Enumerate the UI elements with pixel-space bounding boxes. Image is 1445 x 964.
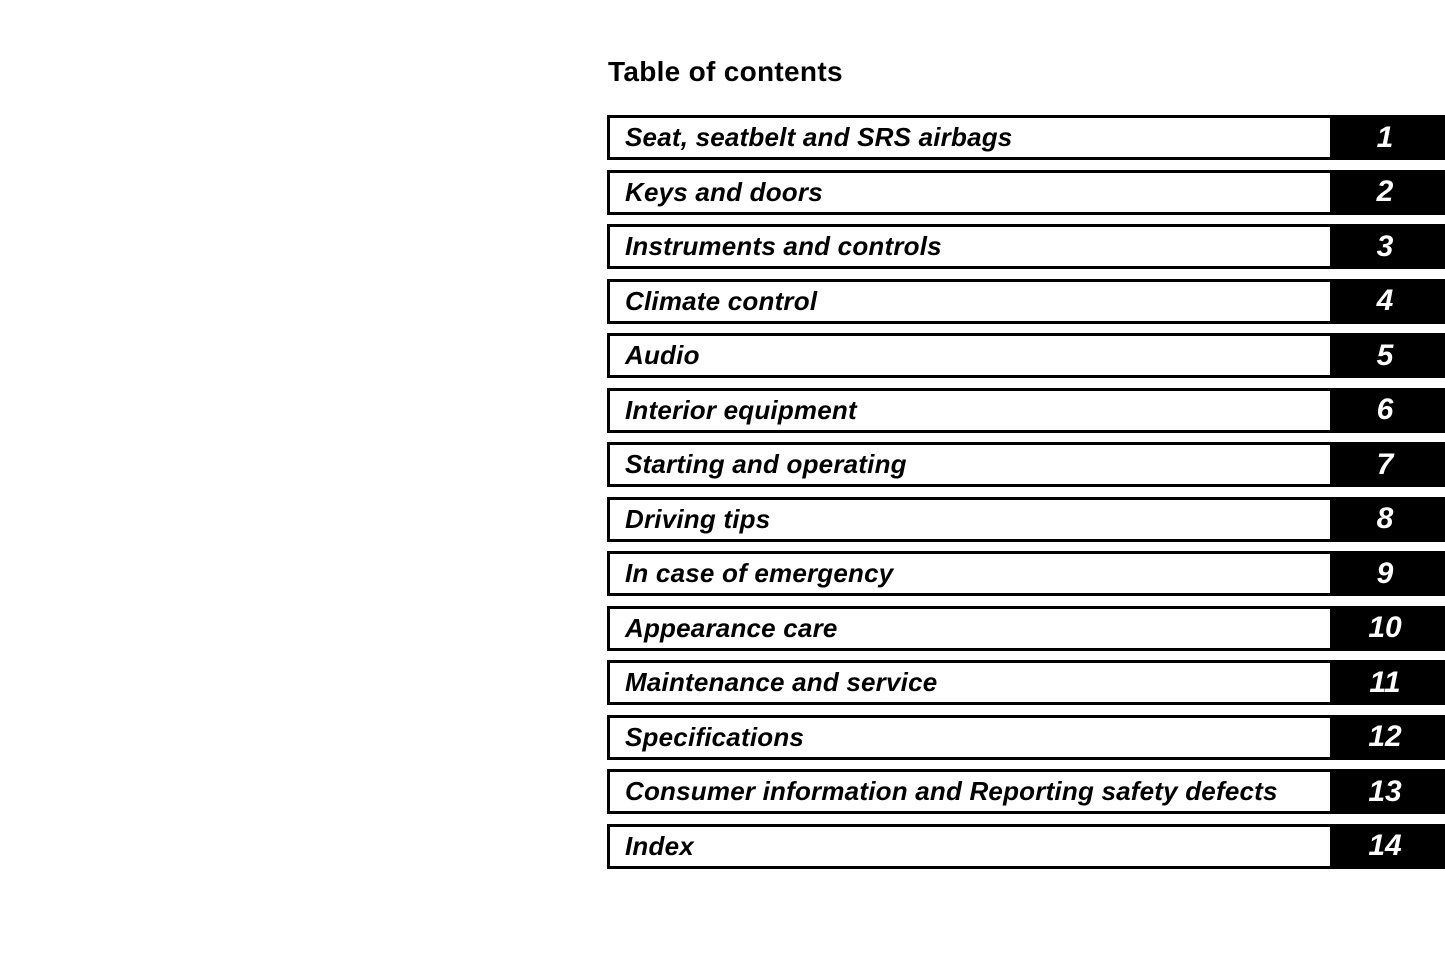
toc-row-label: Appearance care — [625, 612, 838, 643]
toc-chapter-number: 13 — [1368, 774, 1402, 808]
toc-row-label-box — [607, 660, 1333, 705]
toc-row-label: Instruments and controls — [625, 231, 942, 261]
toc-row-label-box — [607, 551, 1333, 596]
toc-chapter-tab[interactable] — [1333, 115, 1445, 160]
toc-row-label: Starting and operating — [625, 449, 907, 479]
toc-chapter-number: 1 — [1376, 120, 1394, 154]
toc-row-4[interactable] — [607, 279, 1445, 324]
toc-row-14[interactable] — [607, 824, 1445, 869]
toc-chapter-number: 4 — [1376, 284, 1394, 317]
toc-chapter-tab[interactable] — [1333, 333, 1445, 378]
toc-chapter-number: 14 — [1368, 829, 1402, 862]
toc-row-12[interactable] — [607, 715, 1445, 760]
toc-row-label-box — [607, 769, 1333, 814]
toc-chapter-tab[interactable] — [1333, 551, 1445, 596]
toc-row-label: Driving tips — [625, 503, 771, 534]
toc-row-label: Seat, seatbelt and SRS airbags — [625, 122, 1013, 152]
toc-row-label-box — [607, 824, 1333, 869]
toc-row-label-box — [607, 606, 1333, 651]
toc-row-label: Interior equipment — [625, 394, 857, 425]
toc-row-label-box — [607, 115, 1333, 160]
toc-row-13[interactable] — [607, 769, 1445, 814]
toc-chapter-number: 12 — [1368, 720, 1402, 753]
toc-chapter-number: 5 — [1376, 338, 1394, 372]
toc-chapter-tab[interactable] — [1333, 497, 1445, 542]
page-title: Table of contents — [608, 56, 843, 87]
toc-chapter-number: 6 — [1376, 393, 1394, 426]
toc-chapter-tab[interactable] — [1333, 388, 1445, 433]
toc-row-label: In case of emergency — [625, 558, 894, 588]
toc-row-9[interactable] — [607, 551, 1445, 596]
toc-row-5[interactable] — [607, 333, 1445, 378]
toc-row-label-box — [607, 279, 1333, 324]
toc-row-8[interactable] — [607, 497, 1445, 542]
toc-row-2[interactable] — [607, 170, 1445, 215]
toc-row-label: Consumer information and Reporting safety defects — [625, 776, 1278, 806]
toc-row-label-box — [607, 715, 1333, 760]
toc-row-3[interactable] — [607, 224, 1445, 269]
toc-row-11[interactable] — [607, 660, 1445, 705]
toc-row-label: Climate control — [625, 285, 818, 316]
toc-row-label-box — [607, 224, 1333, 269]
toc-row-label-box — [607, 388, 1333, 433]
toc-row-label: Index — [625, 830, 694, 861]
toc-row-7[interactable] — [607, 442, 1445, 487]
toc-row-label: Keys and doors — [625, 176, 823, 207]
toc-chapter-tab[interactable] — [1333, 606, 1445, 651]
toc-chapter-tab[interactable] — [1333, 224, 1445, 269]
toc-chapter-tab[interactable] — [1333, 824, 1445, 869]
toc-row-label: Specifications — [625, 721, 805, 752]
toc-row-6[interactable] — [607, 388, 1445, 433]
toc-row-label-box — [607, 497, 1333, 542]
toc-chapter-tab[interactable] — [1333, 715, 1445, 760]
toc-chapter-tab[interactable] — [1333, 279, 1445, 324]
toc-list — [607, 115, 1445, 869]
toc-chapter-tab[interactable] — [1333, 769, 1445, 814]
toc-chapter-tab[interactable] — [1333, 660, 1445, 705]
toc-chapter-tab[interactable] — [1333, 170, 1445, 215]
toc-row-label-box — [607, 442, 1333, 487]
toc-row-10[interactable] — [607, 606, 1445, 651]
toc-row-label-box — [607, 170, 1333, 215]
toc-chapter-number: 3 — [1376, 229, 1394, 263]
toc-chapter-number: 11 — [1369, 665, 1401, 699]
toc-chapter-number: 2 — [1376, 175, 1394, 208]
toc-row-1[interactable] — [607, 115, 1445, 160]
toc-row-label: Audio — [625, 340, 700, 370]
toc-chapter-number: 9 — [1376, 556, 1394, 590]
toc-chapter-number: 7 — [1376, 447, 1394, 481]
toc-chapter-tab[interactable] — [1333, 442, 1445, 487]
toc-chapter-number: 10 — [1368, 611, 1402, 644]
toc-row-label-box — [607, 333, 1333, 378]
toc-chapter-number: 8 — [1376, 502, 1394, 535]
toc-row-label: Maintenance and service — [625, 667, 938, 697]
